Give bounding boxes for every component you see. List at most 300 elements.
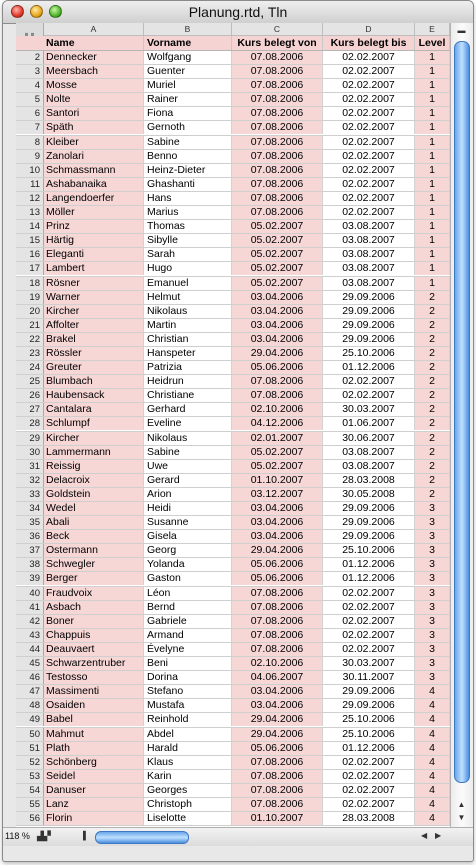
table-row[interactable] [16,657,450,671]
name-cell[interactable]: Härtig [44,234,144,247]
kurs-bis-cell[interactable]: 30.03.2007 [323,403,415,416]
row-number[interactable]: 29 [16,432,44,445]
kurs-bis-cell[interactable]: 29.09.2006 [323,699,415,712]
table-row[interactable] [16,629,450,643]
row-number[interactable]: 2 [16,51,44,64]
kurs-von-cell[interactable]: 02.10.2006 [232,403,323,416]
name-cell[interactable]: Lambert [44,262,144,275]
vorname-cell[interactable]: Guenter [144,65,232,78]
level-cell[interactable]: 3 [415,558,450,571]
level-cell[interactable]: 1 [415,107,450,120]
row-number[interactable]: 7 [16,121,44,134]
table-row[interactable] [16,192,450,206]
kurs-von-cell[interactable]: 01.10.2007 [232,812,323,825]
name-cell[interactable]: Nolte [44,93,144,106]
table-row[interactable] [16,305,450,319]
table-row[interactable] [16,742,450,756]
row-number[interactable]: 36 [16,530,44,543]
row-number[interactable]: 4 [16,79,44,92]
kurs-bis-cell[interactable]: 02.02.2007 [323,643,415,656]
name-cell[interactable]: Asbach [44,601,144,614]
table-row[interactable] [16,403,450,417]
table-row[interactable] [16,601,450,615]
level-cell[interactable]: 1 [415,262,450,275]
kurs-bis-cell[interactable]: 02.02.2007 [323,178,415,191]
vorname-cell[interactable]: Mustafa [144,699,232,712]
vorname-cell[interactable]: Gabriele [144,615,232,628]
column-header-e[interactable]: E [415,23,450,35]
vorname-cell[interactable]: Fiona [144,107,232,120]
level-cell[interactable]: 2 [415,347,450,360]
table-row[interactable] [16,671,450,685]
row-number[interactable]: 50 [16,728,44,741]
level-cell[interactable]: 3 [415,572,450,585]
kurs-von-cell[interactable]: 07.08.2006 [232,164,323,177]
kurs-bis-cell[interactable]: 02.02.2007 [323,601,415,614]
kurs-von-cell[interactable]: 07.08.2006 [232,615,323,628]
vorname-cell[interactable]: Christoph [144,798,232,811]
kurs-von-cell[interactable]: 03.04.2006 [232,685,323,698]
level-cell[interactable]: 1 [415,248,450,261]
level-cell[interactable]: 4 [415,742,450,755]
vertical-scrollbar[interactable] [450,23,473,827]
vorname-cell[interactable]: Gernoth [144,121,232,134]
name-cell[interactable]: Delacroix [44,474,144,487]
row-number[interactable]: 52 [16,756,44,769]
table-row[interactable] [16,389,450,403]
name-cell[interactable]: Berger [44,572,144,585]
vorname-cell[interactable]: Martin [144,319,232,332]
row-number[interactable]: 3 [16,65,44,78]
kurs-von-cell[interactable]: 04.12.2006 [232,417,323,430]
scroll-split-icon[interactable]: ▬ [457,26,466,35]
vorname-cell[interactable]: Armand [144,629,232,642]
kurs-bis-cell[interactable]: 02.02.2007 [323,615,415,628]
table-row[interactable] [16,488,450,502]
name-cell[interactable]: Späth [44,121,144,134]
kurs-von-cell[interactable]: 07.08.2006 [232,756,323,769]
kurs-bis-cell[interactable]: 02.02.2007 [323,798,415,811]
name-cell[interactable]: Schlumpf [44,417,144,430]
level-cell[interactable]: 1 [415,178,450,191]
name-cell[interactable]: Brakel [44,333,144,346]
name-cell[interactable]: Testosso [44,671,144,684]
kurs-bis-cell[interactable]: 02.02.2007 [323,164,415,177]
name-cell[interactable]: Massimenti [44,685,144,698]
kurs-bis-cell[interactable]: 28.03.2008 [323,812,415,825]
vorname-cell[interactable]: Yolanda [144,558,232,571]
level-cell[interactable]: 4 [415,685,450,698]
row-number[interactable]: 43 [16,629,44,642]
kurs-bis-cell[interactable]: 01.12.2006 [323,572,415,585]
horizontal-split-icon[interactable]: ▌ [83,831,89,840]
vorname-cell[interactable]: Hugo [144,262,232,275]
table-row[interactable] [16,51,450,65]
kurs-bis-cell[interactable]: 02.02.2007 [323,51,415,64]
kurs-von-cell[interactable]: 05.02.2007 [232,262,323,275]
vorname-cell[interactable]: Nikolaus [144,305,232,318]
level-cell[interactable]: 2 [415,432,450,445]
kurs-von-cell[interactable]: 03.04.2006 [232,333,323,346]
kurs-von-cell[interactable]: 07.08.2006 [232,65,323,78]
kurs-bis-cell[interactable]: 29.09.2006 [323,333,415,346]
table-row[interactable] [16,502,450,516]
level-cell[interactable]: 1 [415,65,450,78]
vorname-cell[interactable]: Marius [144,206,232,219]
level-cell[interactable]: 3 [415,530,450,543]
level-cell[interactable]: 1 [415,164,450,177]
level-cell[interactable]: 4 [415,699,450,712]
kurs-von-cell[interactable]: 05.02.2007 [232,248,323,261]
table-row[interactable] [16,291,450,305]
kurs-von-cell[interactable]: 03.04.2006 [232,305,323,318]
kurs-bis-cell[interactable]: 02.02.2007 [323,784,415,797]
row-number[interactable]: 24 [16,361,44,374]
table-row[interactable] [16,558,450,572]
table-row[interactable] [16,587,450,601]
level-cell[interactable]: 4 [415,798,450,811]
row-number[interactable]: 6 [16,107,44,120]
table-row[interactable] [16,107,450,121]
name-cell[interactable]: Fraudvoix [44,587,144,600]
name-cell[interactable]: Rössler [44,347,144,360]
level-cell[interactable]: 1 [415,121,450,134]
row-number[interactable]: 51 [16,742,44,755]
row-number[interactable]: 5 [16,93,44,106]
vorname-cell[interactable]: Gaston [144,572,232,585]
column-header-a[interactable]: A [44,23,144,35]
kurs-von-cell[interactable]: 05.06.2006 [232,572,323,585]
kurs-bis-cell[interactable]: 03.08.2007 [323,234,415,247]
name-cell[interactable]: Cantalara [44,403,144,416]
vorname-cell[interactable]: Hans [144,192,232,205]
kurs-von-cell[interactable]: 07.08.2006 [232,150,323,163]
vorname-cell[interactable]: Helmut [144,291,232,304]
kurs-bis-cell[interactable]: 01.12.2006 [323,361,415,374]
row-number[interactable]: 21 [16,319,44,332]
kurs-von-cell[interactable]: 07.08.2006 [232,93,323,106]
kurs-bis-cell[interactable]: 01.12.2006 [323,558,415,571]
row-number[interactable]: 14 [16,220,44,233]
level-cell[interactable]: 3 [415,544,450,557]
mount-icon[interactable]: ▟▞ [37,831,51,841]
level-cell[interactable]: 1 [415,150,450,163]
kurs-bis-cell[interactable]: 03.08.2007 [323,277,415,290]
vorname-cell[interactable]: Abdel [144,728,232,741]
vorname-cell[interactable]: Hanspeter [144,347,232,360]
kurs-bis-cell[interactable]: 02.02.2007 [323,121,415,134]
name-cell[interactable]: Babel [44,713,144,726]
kurs-bis-cell[interactable]: 30.03.2007 [323,657,415,670]
row-number[interactable]: 19 [16,291,44,304]
vorname-cell[interactable]: Wolfgang [144,51,232,64]
level-cell[interactable]: 4 [415,784,450,797]
kurs-bis-cell[interactable]: 28.03.2008 [323,474,415,487]
kurs-von-cell[interactable]: 07.08.2006 [232,629,323,642]
name-cell[interactable]: Danuser [44,784,144,797]
table-row[interactable] [16,150,450,164]
kurs-von-cell[interactable]: 05.02.2007 [232,234,323,247]
column-header-b[interactable]: B [144,23,232,35]
name-cell[interactable]: Möller [44,206,144,219]
level-cell[interactable]: 4 [415,756,450,769]
name-cell[interactable]: Seidel [44,770,144,783]
row-number[interactable]: 31 [16,460,44,473]
table-row[interactable] [16,234,450,248]
kurs-von-cell[interactable]: 04.06.2007 [232,671,323,684]
kurs-bis-cell[interactable]: 02.02.2007 [323,587,415,600]
row-number[interactable]: 39 [16,572,44,585]
vorname-cell[interactable]: Nikolaus [144,432,232,445]
row-number[interactable]: 42 [16,615,44,628]
vorname-cell[interactable]: Uwe [144,460,232,473]
kurs-bis-cell[interactable]: 29.09.2006 [323,305,415,318]
name-cell[interactable]: Santori [44,107,144,120]
name-cell[interactable]: Reissig [44,460,144,473]
kurs-von-cell[interactable]: 05.06.2006 [232,558,323,571]
table-row[interactable] [16,798,450,812]
kurs-von-cell[interactable]: 03.04.2006 [232,516,323,529]
vorname-cell[interactable]: Rainer [144,93,232,106]
table-row[interactable] [16,333,450,347]
vorname-cell[interactable]: Klaus [144,756,232,769]
row-number[interactable]: 12 [16,192,44,205]
kurs-bis-cell[interactable]: 01.12.2006 [323,742,415,755]
vorname-cell[interactable]: Stefano [144,685,232,698]
name-cell[interactable]: Haubensack [44,389,144,402]
kurs-von-cell[interactable]: 02.01.2007 [232,432,323,445]
vorname-cell[interactable]: Reinhold [144,713,232,726]
table-row[interactable] [16,136,450,150]
row-number[interactable]: 53 [16,770,44,783]
kurs-von-cell[interactable]: 07.08.2006 [232,784,323,797]
level-cell[interactable]: 3 [415,615,450,628]
table-row[interactable] [16,530,450,544]
name-cell[interactable]: Greuter [44,361,144,374]
level-cell[interactable]: 1 [415,206,450,219]
table-row[interactable] [16,277,450,291]
kurs-bis-cell[interactable]: 03.08.2007 [323,446,415,459]
kurs-bis-cell[interactable]: 02.02.2007 [323,770,415,783]
level-cell[interactable]: 1 [415,192,450,205]
level-cell[interactable]: 3 [415,502,450,515]
kurs-von-cell[interactable]: 05.02.2007 [232,277,323,290]
row-number[interactable]: 18 [16,277,44,290]
table-row[interactable] [16,643,450,657]
row-number[interactable]: 27 [16,403,44,416]
name-cell[interactable]: Dennecker [44,51,144,64]
vorname-cell[interactable]: Ghashanti [144,178,232,191]
kurs-von-cell[interactable]: 05.02.2007 [232,446,323,459]
level-cell[interactable]: 2 [415,305,450,318]
row-number[interactable]: 46 [16,671,44,684]
table-row[interactable] [16,728,450,742]
vorname-cell[interactable]: Georg [144,544,232,557]
kurs-bis-cell[interactable]: 29.09.2006 [323,685,415,698]
kurs-von-cell[interactable]: 07.08.2006 [232,375,323,388]
vorname-cell[interactable]: Heidrun [144,375,232,388]
level-cell[interactable]: 2 [415,417,450,430]
table-row[interactable] [16,262,450,276]
name-cell[interactable]: Blumbach [44,375,144,388]
table-row[interactable] [16,516,450,530]
name-cell[interactable]: Wedel [44,502,144,515]
kurs-bis-cell[interactable]: 02.02.2007 [323,629,415,642]
vorname-cell[interactable]: Christiane [144,389,232,402]
level-cell[interactable]: 2 [415,375,450,388]
level-cell[interactable]: 2 [415,319,450,332]
table-row[interactable] [16,770,450,784]
name-cell[interactable]: Prinz [44,220,144,233]
kurs-bis-cell[interactable]: 29.09.2006 [323,530,415,543]
level-cell[interactable]: 2 [415,488,450,501]
name-cell[interactable]: Osaiden [44,699,144,712]
table-row[interactable] [16,432,450,446]
level-cell[interactable]: 3 [415,601,450,614]
kurs-von-cell[interactable]: 07.08.2006 [232,79,323,92]
kurs-von-cell[interactable]: 29.04.2006 [232,713,323,726]
vorname-cell[interactable]: Gerhard [144,403,232,416]
header-level[interactable]: Level [415,36,450,50]
kurs-von-cell[interactable]: 07.08.2006 [232,206,323,219]
name-cell[interactable]: Mahmut [44,728,144,741]
row-number[interactable]: 20 [16,305,44,318]
kurs-bis-cell[interactable]: 01.06.2007 [323,417,415,430]
header-kurs-bis[interactable]: Kurs belegt bis [323,36,415,50]
kurs-bis-cell[interactable]: 02.02.2007 [323,136,415,149]
vertical-scroll-thumb[interactable] [454,41,470,783]
name-cell[interactable]: Schwarzentruber [44,657,144,670]
row-number[interactable]: 16 [16,248,44,261]
table-row[interactable] [16,79,450,93]
level-cell[interactable]: 3 [415,643,450,656]
kurs-von-cell[interactable]: 07.08.2006 [232,798,323,811]
vorname-cell[interactable]: Léon [144,587,232,600]
table-row[interactable] [16,220,450,234]
table-row[interactable] [16,460,450,474]
table-row[interactable] [16,756,450,770]
vorname-cell[interactable]: Karin [144,770,232,783]
name-cell[interactable]: Langendoerfer [44,192,144,205]
row-number[interactable]: 45 [16,657,44,670]
row-number[interactable]: 28 [16,417,44,430]
level-cell[interactable]: 2 [415,389,450,402]
vorname-cell[interactable]: Heinz-Dieter [144,164,232,177]
kurs-von-cell[interactable]: 07.08.2006 [232,770,323,783]
row-number[interactable]: 13 [16,206,44,219]
kurs-von-cell[interactable]: 07.08.2006 [232,192,323,205]
table-row[interactable] [16,248,450,262]
kurs-von-cell[interactable]: 07.08.2006 [232,51,323,64]
level-cell[interactable]: 2 [415,333,450,346]
name-cell[interactable]: Lammermann [44,446,144,459]
kurs-bis-cell[interactable]: 02.02.2007 [323,65,415,78]
kurs-von-cell[interactable]: 03.04.2006 [232,319,323,332]
level-cell[interactable]: 2 [415,446,450,459]
row-number[interactable]: 40 [16,587,44,600]
row-number[interactable]: 15 [16,234,44,247]
kurs-von-cell[interactable]: 29.04.2006 [232,347,323,360]
column-header-d[interactable]: D [323,23,415,35]
name-cell[interactable]: Warner [44,291,144,304]
name-cell[interactable]: Ostermann [44,544,144,557]
table-row[interactable] [16,474,450,488]
row-number[interactable]: 55 [16,798,44,811]
table-row[interactable] [16,713,450,727]
kurs-bis-cell[interactable]: 02.02.2007 [323,192,415,205]
row-number[interactable]: 34 [16,502,44,515]
kurs-von-cell[interactable]: 05.06.2006 [232,361,323,374]
vorname-cell[interactable]: Gerard [144,474,232,487]
kurs-bis-cell[interactable]: 02.02.2007 [323,206,415,219]
name-cell[interactable]: Kleiber [44,136,144,149]
table-row[interactable] [16,206,450,220]
name-cell[interactable]: Kircher [44,305,144,318]
row-number[interactable]: 26 [16,389,44,402]
kurs-von-cell[interactable]: 03.04.2006 [232,699,323,712]
name-cell[interactable]: Florin [44,812,144,825]
vorname-cell[interactable]: Thomas [144,220,232,233]
row-number[interactable]: 11 [16,178,44,191]
vorname-cell[interactable]: Sarah [144,248,232,261]
kurs-bis-cell[interactable]: 02.02.2007 [323,93,415,106]
name-cell[interactable]: Boner [44,615,144,628]
level-cell[interactable]: 1 [415,277,450,290]
name-cell[interactable]: Deauvaert [44,643,144,656]
vorname-cell[interactable]: Sibylle [144,234,232,247]
scroll-down-icon[interactable]: ▼ [457,813,466,822]
row-number[interactable]: 56 [16,812,44,825]
kurs-bis-cell[interactable]: 29.09.2006 [323,516,415,529]
zoom-level[interactable]: 118 % [5,831,30,841]
kurs-bis-cell[interactable]: 02.02.2007 [323,756,415,769]
kurs-von-cell[interactable]: 05.02.2007 [232,220,323,233]
level-cell[interactable]: 2 [415,460,450,473]
row-number[interactable]: 48 [16,699,44,712]
scroll-up-icon[interactable]: ▲ [457,800,466,809]
level-cell[interactable]: 3 [415,587,450,600]
table-row[interactable] [16,361,450,375]
horizontal-scroll-thumb[interactable] [95,831,189,844]
vorname-cell[interactable]: Arion [144,488,232,501]
kurs-bis-cell[interactable]: 30.06.2007 [323,432,415,445]
level-cell[interactable]: 4 [415,713,450,726]
level-cell[interactable]: 3 [415,657,450,670]
vorname-cell[interactable]: Susanne [144,516,232,529]
row-number[interactable]: 38 [16,558,44,571]
vorname-cell[interactable]: Heidi [144,502,232,515]
kurs-bis-cell[interactable]: 03.08.2007 [323,262,415,275]
table-row[interactable] [16,347,450,361]
row-number[interactable]: 23 [16,347,44,360]
kurs-von-cell[interactable]: 03.04.2006 [232,291,323,304]
kurs-bis-cell[interactable]: 02.02.2007 [323,107,415,120]
row-number[interactable]: 25 [16,375,44,388]
table-row[interactable] [16,164,450,178]
table-row[interactable] [16,544,450,558]
name-cell[interactable]: Schwegler [44,558,144,571]
vorname-cell[interactable]: Gisela [144,530,232,543]
table-row[interactable] [16,375,450,389]
vorname-cell[interactable]: Évelyne [144,643,232,656]
level-cell[interactable]: 2 [415,403,450,416]
vorname-cell[interactable]: Liselotte [144,812,232,825]
kurs-bis-cell[interactable]: 25.10.2006 [323,713,415,726]
name-cell[interactable]: Schmassmann [44,164,144,177]
name-cell[interactable]: Plath [44,742,144,755]
level-cell[interactable]: 2 [415,361,450,374]
table-row[interactable] [16,319,450,333]
